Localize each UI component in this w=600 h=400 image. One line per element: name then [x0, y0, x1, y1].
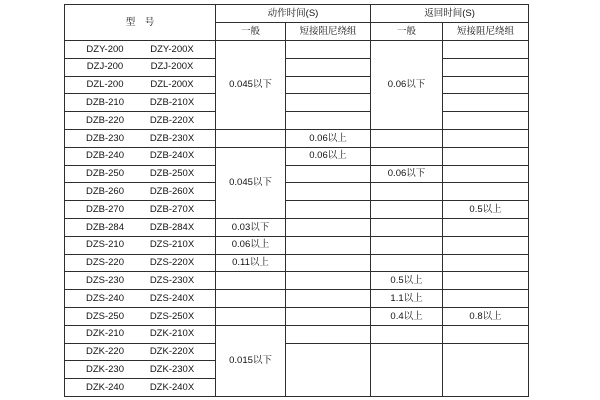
model-label: DZB-240 — [85, 150, 124, 162]
value-cell-action-damping — [286, 165, 371, 183]
value-cell-return-damping — [443, 129, 529, 147]
model-label: DZB-220X — [149, 114, 195, 126]
model-cell — [65, 272, 216, 290]
value-cell-return-general — [371, 254, 443, 272]
model-cell — [65, 325, 216, 343]
value-cell-return-damping — [443, 112, 529, 130]
value-cell-action-general — [216, 129, 286, 147]
model-cell — [65, 201, 216, 219]
value-cell-return-general: 0.06以下 — [371, 41, 443, 130]
table-row — [65, 58, 529, 76]
value-cell-return-damping — [443, 165, 529, 183]
model-label: DZB-240X — [149, 150, 195, 162]
model-cell — [65, 129, 216, 147]
value-cell-return-damping — [443, 94, 529, 112]
table-row — [65, 165, 529, 183]
table-row — [65, 325, 529, 343]
value-cell-action-damping: 0.06以上 — [286, 147, 371, 165]
model-label: DZS-220X — [149, 257, 195, 269]
value-cell-action-damping — [286, 183, 371, 201]
value-cell-return-general — [371, 343, 443, 396]
value-cell-action-damping — [286, 201, 371, 219]
value-cell-action-damping — [286, 76, 371, 94]
model-label: DZB-260 — [85, 186, 124, 198]
model-cell — [65, 307, 216, 325]
value-cell-return-general: 0.06以下 — [371, 165, 443, 183]
value-cell-return-damping — [443, 325, 529, 343]
value-cell-action-general: 0.015以下 — [216, 325, 286, 396]
value-cell-return-damping — [443, 254, 529, 272]
model-label: DZB-284 — [85, 221, 124, 233]
value-cell-action-general: 0.11以上 — [216, 254, 286, 272]
model-label: DZB-230X — [149, 132, 195, 144]
model-label: DZB-250X — [149, 168, 195, 180]
value-cell-return-damping — [443, 343, 529, 396]
model-cell — [65, 236, 216, 254]
model-label: DZJ-200 — [86, 61, 124, 73]
model-cell — [65, 58, 216, 76]
model-cell — [65, 218, 216, 236]
value-cell-return-general: 1.1以上 — [371, 290, 443, 308]
value-cell-return-damping — [443, 272, 529, 290]
model-label: DZK-240X — [149, 381, 195, 393]
model-label: DZK-210X — [149, 328, 195, 340]
header-action-general: 一般 — [216, 23, 286, 41]
model-label: DZS-250 — [85, 310, 124, 322]
value-cell-action-damping — [286, 236, 371, 254]
value-cell-return-damping — [443, 76, 529, 94]
header-action-damping: 短接阻尼绕组 — [286, 23, 371, 41]
value-cell-action-damping — [286, 218, 371, 236]
model-cell — [65, 290, 216, 308]
value-cell-action-damping — [286, 343, 371, 396]
relay-timing-spec-table — [64, 4, 529, 397]
header-row-top — [65, 5, 529, 23]
model-cell — [65, 183, 216, 201]
table-row — [65, 183, 529, 201]
table-body — [65, 41, 529, 397]
table-row — [65, 343, 529, 361]
model-label: DZY-200X — [150, 43, 194, 55]
model-label: DZS-240X — [149, 292, 195, 304]
value-cell-return-general — [371, 218, 443, 236]
table-row — [65, 201, 529, 219]
header-return-general: 一般 — [371, 23, 443, 41]
model-cell — [65, 379, 216, 397]
value-cell-action-general: 0.045以下 — [216, 41, 286, 130]
value-cell-action-general: 0.03以下 — [216, 218, 286, 236]
table-row — [65, 112, 529, 130]
model-cell — [65, 361, 216, 379]
value-cell-action-damping — [286, 112, 371, 130]
table-row — [65, 290, 529, 308]
model-label: DZK-230 — [85, 363, 124, 375]
model-label: DZB-230 — [85, 132, 124, 144]
value-cell-action-damping — [286, 254, 371, 272]
model-label: DZK-210 — [85, 328, 124, 340]
value-cell-action-damping — [286, 307, 371, 325]
table-row — [65, 307, 529, 325]
model-cell — [65, 76, 216, 94]
value-cell-return-damping — [443, 290, 529, 308]
value-cell-action-general: 0.045以下 — [216, 147, 286, 218]
model-cell — [65, 94, 216, 112]
value-cell-return-damping — [443, 218, 529, 236]
value-cell-action-damping: 0.06以上 — [286, 129, 371, 147]
table-row — [65, 129, 529, 147]
model-cell — [65, 112, 216, 130]
model-label: DZB-270X — [149, 203, 195, 215]
model-label: DZK-230X — [149, 363, 195, 375]
model-label: DZB-270 — [85, 203, 124, 215]
model-label: DZB-210X — [149, 97, 195, 109]
model-label: DZL-200 — [86, 79, 124, 91]
model-cell — [65, 147, 216, 165]
table-row — [65, 218, 529, 236]
model-cell — [65, 41, 216, 59]
model-label: DZK-240 — [85, 381, 124, 393]
value-cell-return-damping: 0.8以上 — [443, 307, 529, 325]
table-row — [65, 254, 529, 272]
value-cell-action-damping — [286, 94, 371, 112]
value-cell-return-damping — [443, 58, 529, 76]
model-label: DZS-210 — [85, 239, 124, 251]
table-row — [65, 76, 529, 94]
value-cell-action-general — [216, 272, 286, 290]
value-cell-action-damping — [286, 325, 371, 343]
value-cell-action-general — [216, 307, 286, 325]
value-cell-return-damping — [443, 236, 529, 254]
model-cell — [65, 254, 216, 272]
header-return-time: 返回时间(S) — [371, 5, 529, 23]
value-cell-action-general: 0.06以上 — [216, 236, 286, 254]
value-cell-return-damping: 0.5以上 — [443, 201, 529, 219]
model-label: DZB-250 — [85, 168, 124, 180]
value-cell-return-general — [371, 129, 443, 147]
value-cell-return-general: 0.5以上 — [371, 272, 443, 290]
value-cell-return-general: 0.4以上 — [371, 307, 443, 325]
table-row — [65, 147, 529, 165]
model-label: DZB-260X — [149, 186, 195, 198]
model-label: DZB-210 — [85, 97, 124, 109]
model-label: DZB-220 — [85, 114, 124, 126]
model-label: DZS-230X — [149, 275, 195, 286]
value-cell-action-general — [216, 290, 286, 308]
header-action-time: 动作时间(S) — [216, 5, 371, 23]
value-cell-action-damping — [286, 58, 371, 76]
model-label: DZL-200X — [150, 79, 194, 91]
model-label: DZJ-200X — [150, 61, 194, 73]
table-row — [65, 236, 529, 254]
value-cell-return-damping — [443, 147, 529, 165]
model-label: DZS-230 — [85, 275, 124, 286]
value-cell-return-damping — [443, 41, 529, 59]
model-cell — [65, 165, 216, 183]
header-return-damping: 短接阻尼绕组 — [443, 23, 529, 41]
value-cell-return-general — [371, 183, 443, 201]
model-label: DZS-250X — [149, 310, 195, 322]
model-label: DZK-220X — [149, 346, 195, 358]
model-label: DZS-210X — [149, 239, 195, 251]
model-label: DZK-220 — [85, 346, 124, 358]
value-cell-action-damping — [286, 290, 371, 308]
value-cell-return-general — [371, 236, 443, 254]
table-row — [65, 94, 529, 112]
value-cell-action-damping — [286, 41, 371, 59]
model-label: DZB-284X — [149, 221, 195, 233]
model-label: DZS-220 — [85, 257, 124, 269]
table-row — [65, 41, 529, 59]
header-model: 型 号 — [65, 5, 216, 41]
value-cell-return-general — [371, 325, 443, 343]
model-cell — [65, 343, 216, 361]
table-row — [65, 272, 529, 290]
value-cell-return-damping — [443, 183, 529, 201]
value-cell-return-general — [371, 201, 443, 219]
value-cell-return-general — [371, 147, 443, 165]
model-label: DZY-200 — [86, 43, 124, 55]
value-cell-action-damping — [286, 272, 371, 290]
model-label: DZS-240 — [85, 292, 124, 304]
table-header — [65, 5, 529, 41]
